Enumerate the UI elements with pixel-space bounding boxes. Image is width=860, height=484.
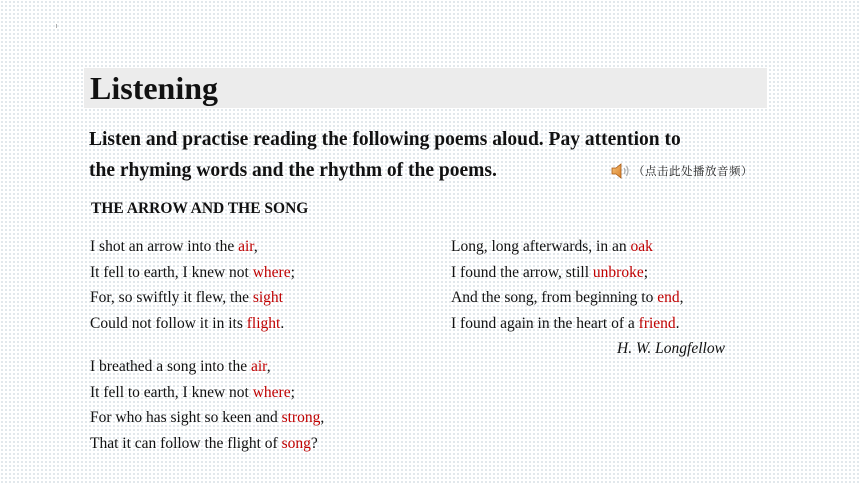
line-text: It fell to earth, I knew not: [90, 263, 253, 281]
line-punctuation: ;: [290, 263, 295, 281]
stanza-1: [90, 234, 295, 336]
audio-play-control[interactable]: [610, 160, 753, 182]
line-punctuation: ;: [290, 383, 295, 401]
rhyme-word: where: [252, 263, 291, 281]
line-text: Long, long afterwards, in an: [451, 238, 631, 255]
line-punctuation: ,: [320, 409, 325, 426]
poem-line: [90, 380, 324, 406]
rhyme-word: flight: [246, 314, 281, 332]
speaker-icon[interactable]: [610, 161, 632, 181]
poem-line: [90, 260, 295, 286]
rhyme-word: friend: [638, 314, 676, 332]
line-text: For, so swiftly it flew, the: [90, 289, 253, 306]
section-heading: [84, 68, 767, 108]
line-punctuation: ,: [679, 289, 684, 306]
line-text: For who has sight so keen and: [90, 409, 282, 426]
rhyme-word: strong: [281, 409, 321, 426]
rhyme-word: air: [238, 238, 254, 255]
rhyme-word: unbroke: [592, 263, 644, 281]
poem-author: H. W. Longfellow: [617, 340, 725, 357]
rhyme-word: oak: [630, 238, 653, 255]
line-text: That it can follow the flight of: [90, 434, 282, 452]
stanza-2: [90, 354, 324, 456]
line-text: I shot an arrow into the: [90, 238, 239, 255]
line-text: I breathed a song into the: [90, 358, 251, 375]
audio-hint-label[interactable]: （点击此处播放音频）: [633, 164, 753, 178]
line-punctuation: .: [280, 314, 285, 332]
rhyme-word: song: [281, 434, 311, 452]
instruction-line-2: the rhyming words and the rhythm of the poems.: [89, 160, 497, 181]
rhyme-word: air: [250, 358, 267, 375]
line-text: I found again in the heart of a: [451, 314, 639, 332]
rhyme-word: where: [252, 383, 291, 401]
line-text: I found the arrow, still: [451, 263, 593, 281]
rhyme-word: sight: [252, 289, 283, 306]
line-text: Could not follow it in its: [90, 314, 247, 332]
line-punctuation: ;: [643, 263, 649, 281]
line-punctuation: ,: [266, 358, 271, 375]
instruction-line-1: Listen and practise reading the following poems aloud. Pay attention to: [89, 129, 681, 150]
heading-text: Listening: [90, 70, 219, 106]
poem-line: [90, 311, 295, 337]
line-text: It fell to earth, I knew not: [90, 383, 253, 401]
line-text: And the song, from beginning to: [451, 289, 658, 306]
corner-mark: [56, 24, 57, 28]
line-punctuation: ,: [253, 238, 258, 255]
poem-line: [451, 234, 683, 260]
poem-title: THE ARROW AND THE SONG: [91, 200, 309, 217]
poem-line: [90, 405, 324, 431]
poem-line: [451, 311, 683, 337]
poem-line: [90, 431, 324, 457]
poem-line: [451, 285, 683, 311]
stanza-3: [451, 234, 683, 336]
rhyme-word: end: [657, 289, 680, 306]
poem-line: [451, 260, 683, 286]
line-punctuation: .: [675, 314, 680, 332]
poem-line: [90, 234, 295, 260]
line-punctuation: ?: [310, 434, 318, 452]
poem-line: [90, 285, 295, 311]
poem-line: [90, 354, 324, 380]
